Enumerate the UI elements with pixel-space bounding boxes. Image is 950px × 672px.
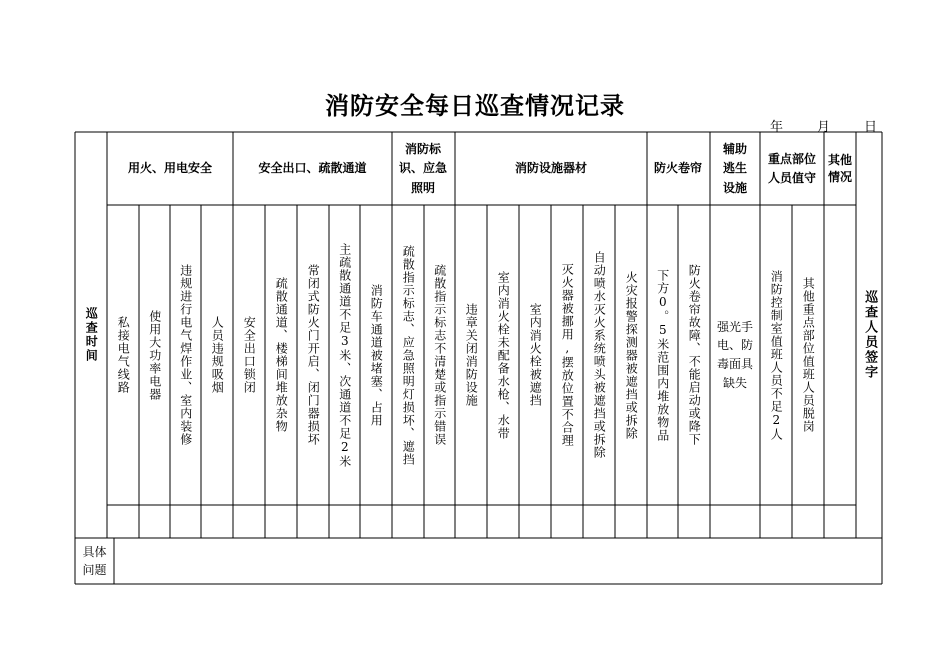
group-fire-electric-safety: 用火、用电安全 bbox=[127, 160, 212, 175]
specific-issues-field[interactable] bbox=[114, 538, 882, 584]
group-key-area-duty: 重点部位人员值守 bbox=[767, 151, 816, 185]
item-control-room-staff: 消防控制室值班人员不足2人 bbox=[769, 269, 784, 441]
item-shutter-fault: 防火卷帘故障、不能启动或降下 bbox=[687, 264, 702, 446]
item-extinguisher-misplaced: 灭火器被挪用,摆放位置不合理 bbox=[560, 263, 575, 447]
item-fire-door-open: 常闭式防火门开启、闭门器损坏 bbox=[306, 264, 321, 446]
item-high-power-appliance: 使用大功率电器 bbox=[147, 309, 162, 401]
inspection-time-header: 巡查时间 bbox=[84, 307, 99, 363]
item-private-wiring: 私接电气线路 bbox=[116, 316, 131, 394]
item-shutter-clearance: 下方0。5米范围内堆放物品 bbox=[655, 268, 670, 442]
item-hydrant-blocked: 室内消火栓被遮挡 bbox=[528, 303, 543, 407]
group-fire-shutter: 防火卷帘 bbox=[653, 161, 702, 176]
entry-row[interactable] bbox=[107, 505, 856, 538]
item-sprinkler-blocked: 自动喷水灭火系统喷头被遮挡或拆除 bbox=[592, 251, 607, 459]
item-hydrant-no-hose: 室内消火栓未配备水枪、水带 bbox=[496, 270, 511, 440]
date-month: 月 bbox=[817, 120, 831, 135]
group-escape-aids: 辅助逃生设施 bbox=[722, 142, 747, 195]
item-escape-gear-missing: 强光手电、防毒面具缺失 bbox=[716, 319, 753, 390]
date-year: 年 bbox=[770, 120, 784, 135]
item-passage-width: 主疏散通道不足3米、次通道不足2米 bbox=[337, 242, 352, 468]
item-sign-unclear: 疏散指示标志不清楚或指示错误 bbox=[432, 264, 447, 446]
item-corridor-clutter: 疏散通道、楼梯间堆放杂物 bbox=[274, 277, 289, 433]
item-fire-lane-blocked: 消防车通道被堵塞、占用 bbox=[369, 283, 384, 427]
item-key-area-absent: 其他重点部位值班人员脱岗 bbox=[801, 277, 816, 433]
item-exit-locked: 安全出口锁闭 bbox=[242, 316, 257, 394]
item-illegal-welding: 违规进行电气焊作业、室内装修 bbox=[178, 264, 193, 446]
date-day: 日 bbox=[864, 120, 878, 135]
group-other: 其他情况 bbox=[827, 152, 852, 184]
inspector-signature-header: 巡查人员签字 bbox=[862, 290, 878, 380]
group-exits-evacuation: 安全出口、疏散通道 bbox=[258, 160, 367, 175]
item-detector-blocked: 火灾报警探测器被遮挡或拆除 bbox=[624, 270, 639, 440]
specific-issues-label: 具体问题 bbox=[82, 545, 107, 577]
page-title: 消防安全每日巡查情况记录 bbox=[325, 91, 625, 120]
group-fire-equipment: 消防设施器材 bbox=[514, 160, 587, 175]
item-illegal-smoking: 人员违规吸烟 bbox=[210, 316, 225, 394]
item-facility-shutoff: 违章关闭消防设施 bbox=[464, 303, 479, 407]
group-signs-lighting: 消防标识、应急照明 bbox=[398, 142, 447, 195]
item-sign-light-damaged: 疏散指示标志、应急照明灯损坏、遮挡 bbox=[401, 244, 416, 466]
